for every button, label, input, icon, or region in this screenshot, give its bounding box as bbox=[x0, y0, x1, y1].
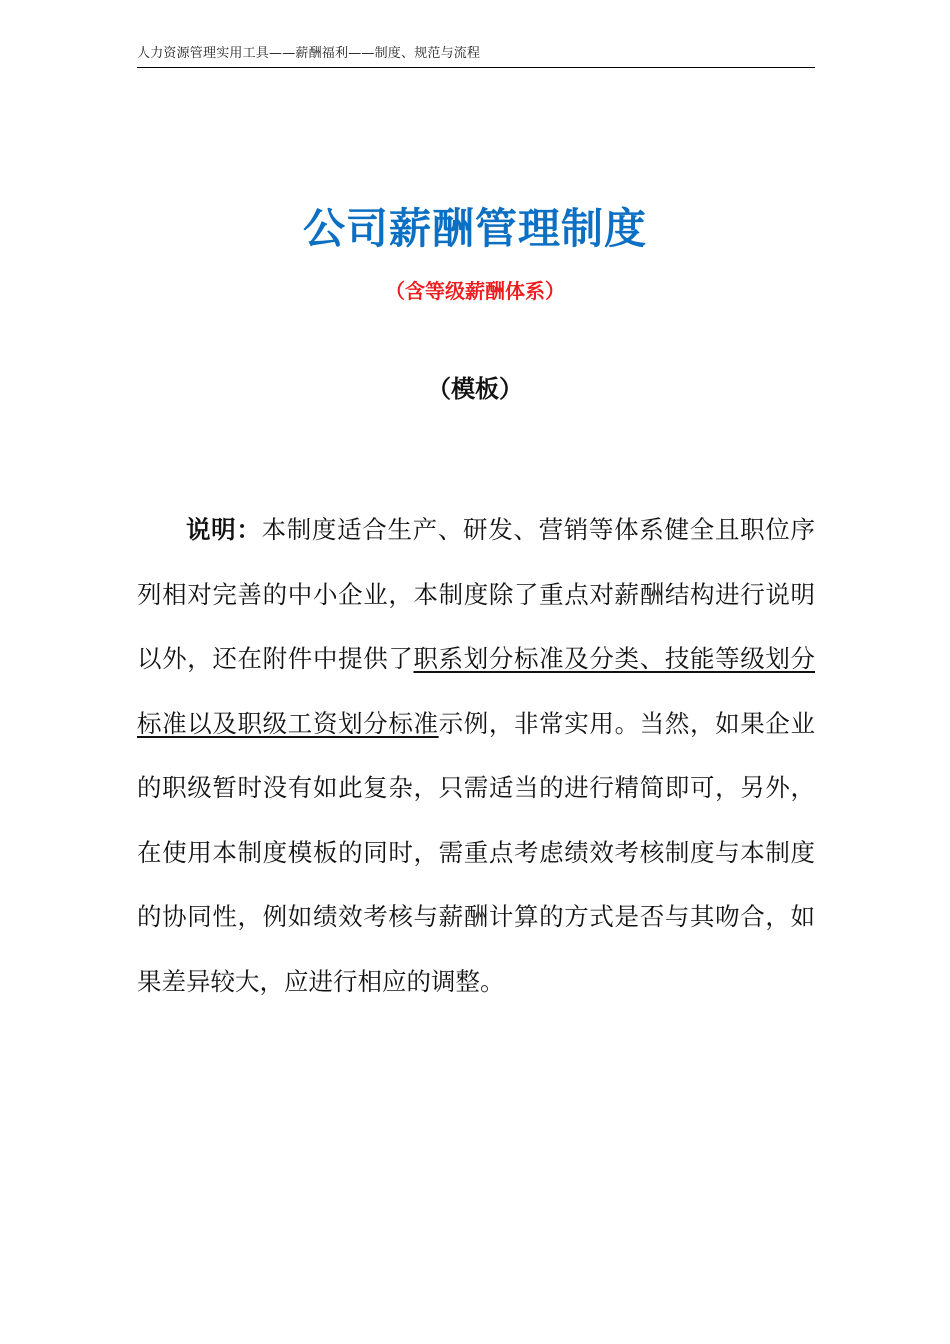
note-lead: 说明： bbox=[186, 515, 262, 544]
running-header bbox=[137, 44, 815, 68]
document-title: 公司薪酬管理制度 bbox=[302, 204, 647, 253]
template-label: （模板） bbox=[427, 374, 523, 403]
note-paragraph bbox=[137, 498, 815, 1014]
note-text-part2: 示例，非常实用。当然，如果企业的职级暂时没有如此复杂，只需适当的进行精简即可，另外，在使用本制度模板的同时，需重点考虑绩效考核制度与本制度的协同性，例如绩效考核与薪酬计算的方式是否与其吻合，如果差异较大，应进行相应的调整。 bbox=[137, 708, 816, 996]
note-text-part1: 本制度适合生产、研发、营销等体系健全且职位序列相对完善的中小企业，本制度除了重点对薪酬结构进行说明以外，还在附件中提供了 bbox=[137, 515, 815, 673]
running-header-text: 人力资源管理实用工具——薪酬福利——制度、规范与流程 bbox=[137, 46, 481, 61]
note-underlined-text: 职系划分标准及分类、技能等级划分标准以及职级工资划分标准 bbox=[137, 644, 816, 738]
document-subtitle: （含等级薪酬体系） bbox=[385, 279, 565, 303]
